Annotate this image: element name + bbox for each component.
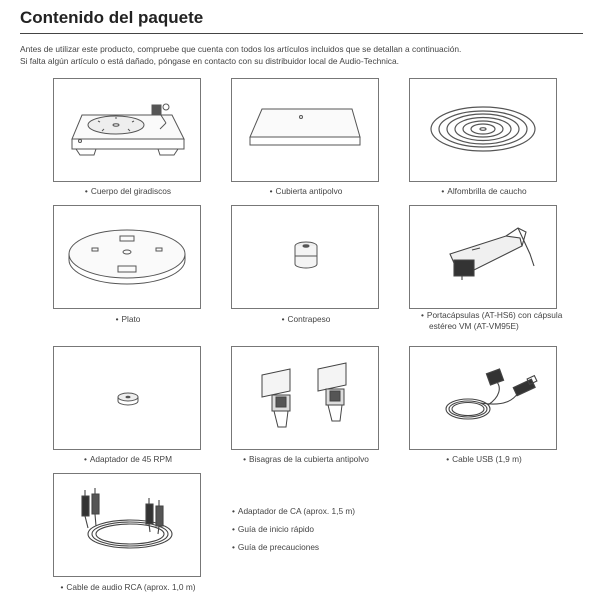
item-box-rubber-mat bbox=[409, 78, 557, 182]
caption-usb-cable: • Cable USB (1,9 m) bbox=[446, 454, 522, 464]
item-box-rca-cable bbox=[53, 473, 201, 577]
rubber-mat-icon bbox=[410, 79, 556, 181]
extra-item-quick-start: • Guía de inicio rápido bbox=[232, 524, 315, 534]
item-box-usb-cable bbox=[409, 346, 557, 450]
caption-adapter: • Adaptador de 45 RPM bbox=[83, 454, 172, 464]
headshell-cartridge-icon bbox=[410, 206, 556, 308]
caption-platter: • Plato bbox=[115, 314, 141, 324]
caption-hinges: • Bisagras de la cubierta antipolvo bbox=[243, 454, 369, 464]
item-box-headshell bbox=[409, 205, 557, 309]
dust-cover-icon bbox=[232, 79, 378, 181]
intro-text bbox=[20, 44, 585, 67]
dust-cover-hinges-icon bbox=[232, 347, 378, 449]
intro-line-2: Si falta algún artículo o está dañado, póngase en contacto con su distribuidor local de Audio-Technica. bbox=[20, 55, 399, 66]
caption-headshell: • Portacápsulas (AT-HS6) con cápsula estéreo VM (AT-VM95E) bbox=[421, 310, 563, 331]
item-box-hinges bbox=[231, 346, 379, 450]
intro-line-1: Antes de utilizar este producto, compruebe que cuenta con todos los artículos incluidos que se detallan a continuación. bbox=[20, 44, 462, 54]
page-title: Contenido del paquete bbox=[20, 8, 204, 27]
rca-cable-icon bbox=[54, 474, 200, 576]
caption-dust-cover: • Cubierta antipolvo bbox=[269, 186, 343, 196]
extra-item-ac-adapter: • Adaptador de CA (aprox. 1,5 m) bbox=[232, 506, 356, 516]
turntable-body-icon bbox=[54, 79, 200, 181]
caption-rubber-mat: • Alfombrilla de caucho bbox=[441, 186, 527, 196]
counterweight-icon bbox=[232, 206, 378, 308]
caption-rca-cable: • Cable de audio RCA (aprox. 1,0 m) bbox=[60, 582, 196, 592]
item-box-platter bbox=[53, 205, 201, 309]
adapter-45rpm-icon bbox=[54, 347, 200, 449]
item-box-adapter bbox=[53, 346, 201, 450]
item-box-dust-cover bbox=[231, 78, 379, 182]
caption-turntable-body: • Cuerpo del giradiscos bbox=[84, 186, 172, 196]
usb-cable-icon bbox=[410, 347, 556, 449]
item-box-counterweight bbox=[231, 205, 379, 309]
item-box-turntable-body bbox=[53, 78, 201, 182]
caption-counterweight: • Contrapeso bbox=[281, 314, 331, 324]
title-divider bbox=[20, 33, 583, 34]
extra-item-precautions: • Guía de precauciones bbox=[232, 542, 320, 552]
platter-icon bbox=[54, 206, 200, 308]
